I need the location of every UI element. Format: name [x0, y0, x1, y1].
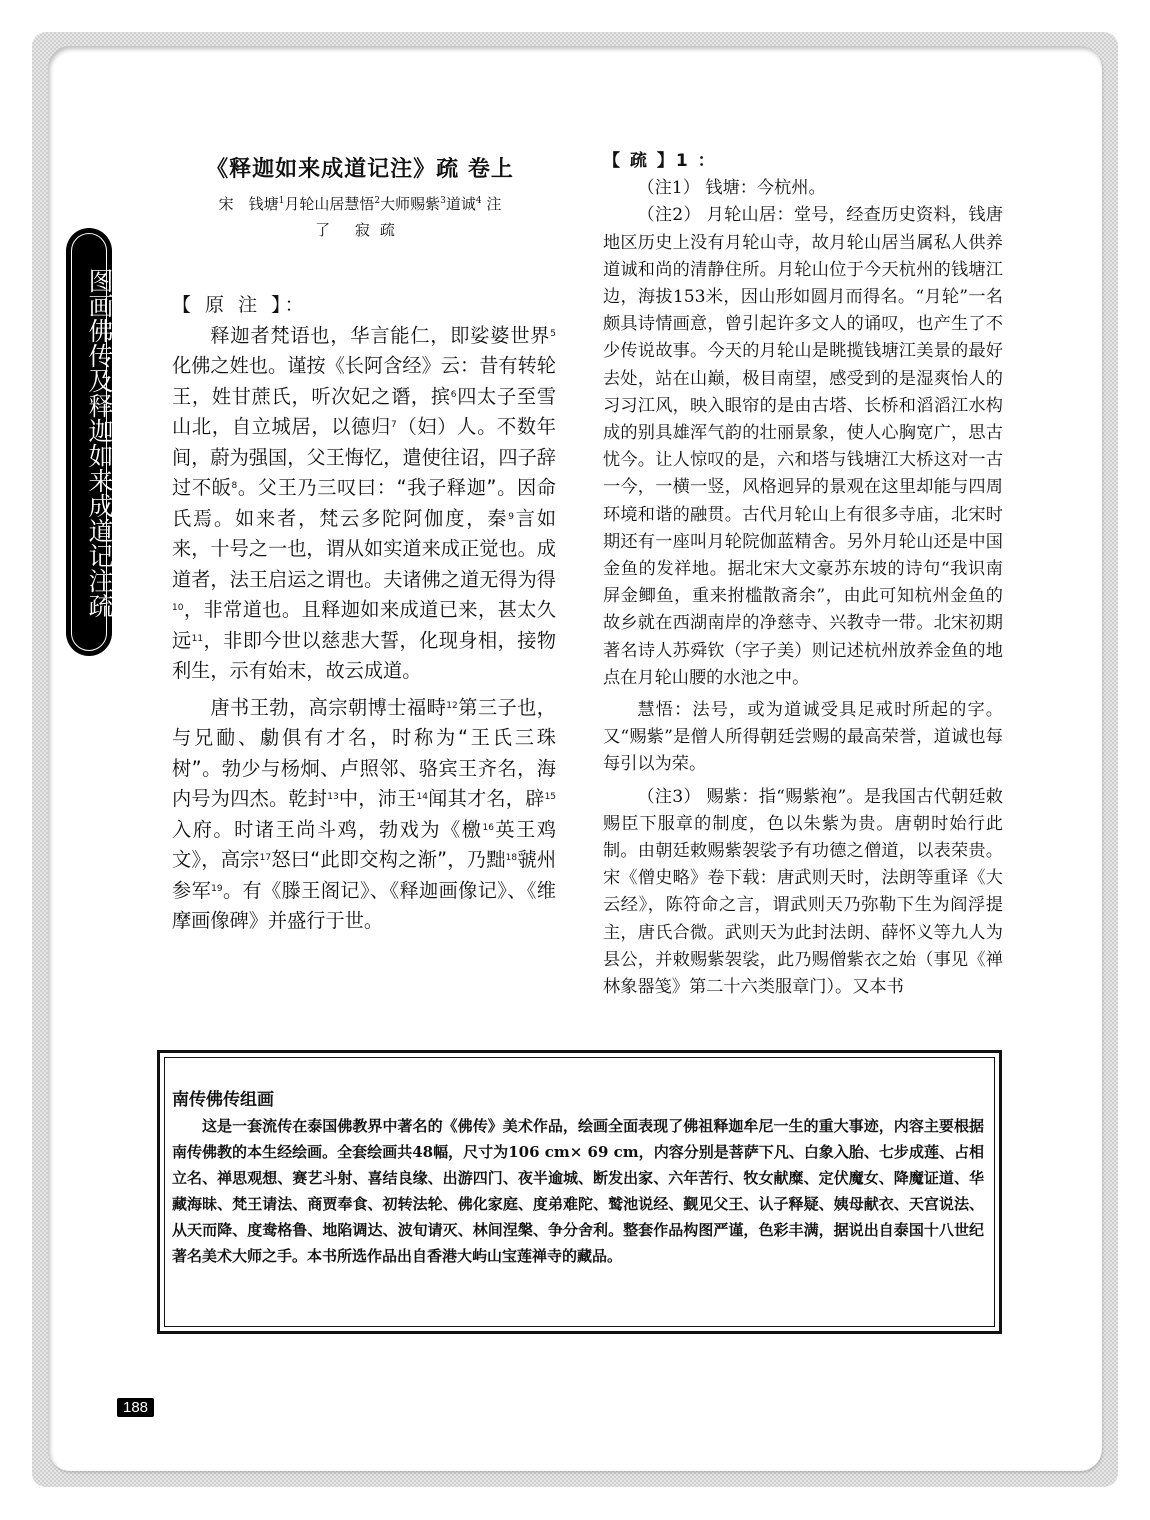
- byline-text: 月轮山居慧悟: [284, 195, 375, 213]
- byline-text: 大师赐紫: [380, 195, 441, 213]
- sidebar-box-paragraph: 这是一套流传在泰国佛教界中著名的《佛传》美术作品，绘画全面表现了佛祖释迦牟尼一生的重大事迹，内容主要根据南传佛教的本生经绘画。全套绘画共48幅，尺寸为106 cm× 69 cm，内容分别是菩萨下凡、白象入胎、七步成莲、占相立名、禅思观想、赛艺斗射、喜结良缘、出游四门、夜半逾城、断发出家、六年苦行、牧女献糜、定伏魔女、降魔证道、华藏海昧、梵王请法、商贾奉食、初转法轮、佛化家庭、度弟难陀、鹫池说经、觐见父王、认子释疑、姨母献衣、天宫说法、从天而降、度鸯格鲁、地陷调达、波旬请灭、林间涅槃、争分舍利。整套作品构图严谨，色彩丰满，据说出自泰国十八世纪著名美术大师之手。本书所选作品出自香港大屿山宝莲禅寺的藏品。: [172, 1117, 984, 1265]
- side-tab-label: 图画佛传及释迦如来成道记注疏: [85, 268, 114, 618]
- sidebar-box-title: 南传佛传组画: [172, 1090, 274, 1110]
- footnote-marker: 1: [278, 196, 285, 206]
- section-header-original-notes: 【 原 注 】：: [172, 294, 308, 316]
- paragraph: 释迦者梵语也，华言能仁，即娑婆世界$^5$化佛之姓也。谨按《长阿含经》云：昔有转轮王，姓甘蔗氏，听次妃之谮，摈$^6$四太子至雪山北，自立城居，以德归$^7$（妇）人。不数年间，蔚为强国，父王悔忆，遣使往诏，四子辞过不皈$^8$。父王乃三叹曰：“我子释迦”。因命氏焉。如来者，梵云多陀阿伽度，秦$^9$言如来，十号之一也，谓从如实道来成正觉也。成道者，法王启运之谓也。夫诸佛之道无得为得$^{10}$，非常道也。且释迦如来成道已来，甚太久远$^{11}$，非即今世以慈悲大誓，化现身相，接物利生，示有始末，故云成道。: [172, 323, 557, 682]
- byline-text: 注: [481, 195, 502, 213]
- sidebar-box-body: [172, 1113, 984, 1269]
- chapter-title-block: [160, 152, 560, 240]
- note-3: （注3） 赐紫：指“赐紫袍”。是我国古代朝廷敕赐臣下服章的制度，色以朱紫为贵。唐朝时始行此制。由朝廷敕赐紫袈裟予有功德之僧道，以表荣贵。宋《僧史略》卷下载：唐武则天时，法朗等重译《大云经》，陈符命之言，谓武则天乃弥勒下生为阎浮提主，唐氏合微。武则天为此封法朗、薛怀义等九人为县公，并敕赐紫袈裟，此乃赐僧紫衣之始（事见《禅林象器笺》第二十六类服章门）。又本书: [603, 786, 1003, 998]
- author-byline: [160, 193, 560, 214]
- note-1: （注1） 钱塘：今杭州。: [637, 178, 826, 199]
- footnote-marker: 4: [475, 196, 482, 206]
- section-side-tab: [66, 228, 112, 656]
- byline-text: 道诚: [445, 195, 476, 213]
- footnote-marker: 3: [440, 196, 446, 206]
- commentary-column: [603, 148, 1003, 1001]
- note-huiwu: 慧悟：法号，或为道诚受具足戒时所起的字。又“赐紫”是僧人所得朝廷尝赐的最高荣誉，道诚也每每引以为荣。: [603, 700, 1003, 775]
- sidebar-box: [157, 1050, 1002, 1334]
- commentator-byline: 了 寂疏: [315, 221, 405, 239]
- paragraph: 唐书王勃，高宗朝博士福畤$^{12}$第三子也，与兄勔、勮俱有才名，时称为“王氏三珠树”。勃少与杨炯、卢照邻、骆宾王齐名，海内号为四杰。乾封$^{13}$中，沛王$^{14}$闻其才名，辟$^{15}$入府。时诸王尚斗鸡，勃戏为《檄$^{16}$英王鸡文》，高宗$^{17}$怒曰“此即交构之渐”，乃黜$^{18}$虢州参军$^{19}$。有《滕王阁记》、《释迦画像记》、《维摩画像碑》并盛行于世。: [172, 695, 557, 932]
- footnote-marker: 2: [374, 196, 381, 206]
- note-2: （注2） 月轮山居：堂号，经查历史资料，钱唐地区历史上没有月轮山寺，故月轮山居当属私人供养道诚和尚的清静住所。月轮山位于今天杭州的钱塘江边，海拔153米，因山形如圆月而得名。“月轮”一名颇具诗情画意，曾引起许多文人的诵叹，也产生了不少传说故事。今天的月轮山是眺揽钱塘江美景的最好去处，站在山巅，极目南望，感受到的是湿爽怡人的习习江风，映入眼帘的是由古塔、长桥和滔滔江水构成的别具雄浑气韵的壮丽景象，使人心胸宽广，思古忧今。让人惊叹的是，六和塔与钱塘江大桥这对一古一今，一横一竖，风格迥异的景观在这里却能与四周环境和谐的融贯。古代月轮山上有很多寺庙，北宋时期还有一座叫月轮院伽蓝精舍。另外月轮山还是中国金鱼的发祥地。据北宋大文豪苏东坡的诗句“我识南屏金鲫鱼，重来拊槛散斋余”，由此可知杭州金鱼的故乡就在西湖南岸的净慈寺、兴教寺一带。北宋初期著名诗人苏舜钦（字子美）则记述杭州放养金鱼的地点在月轮山腰的水池之中。: [603, 205, 1003, 688]
- page-number: 188: [117, 1398, 154, 1417]
- byline-text: 宋 钱塘: [218, 195, 279, 213]
- chapter-title: 《释迦如来成道记注》疏 卷上: [206, 156, 514, 182]
- original-notes-column: [172, 290, 556, 937]
- section-header-commentary: 【 疏 】1 ：: [603, 151, 717, 171]
